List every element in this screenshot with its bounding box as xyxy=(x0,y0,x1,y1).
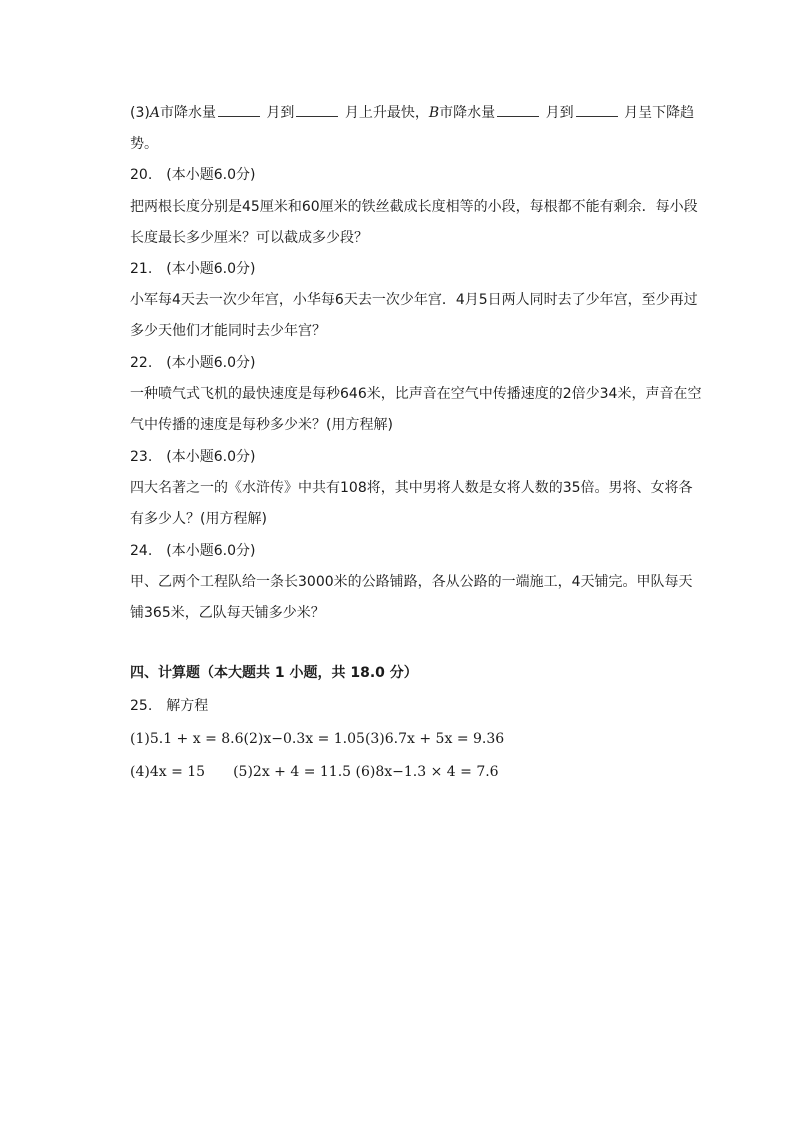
q19-part3-tail: 势。 xyxy=(130,136,158,152)
question-20-header: 20. (本小题6.0分) xyxy=(130,167,256,183)
question-21-header: 21. (本小题6.0分) xyxy=(130,261,256,277)
city-a-label: A xyxy=(149,105,160,121)
equation-row-1: (1)5.1 + x = 8.6(2)x−0.3x = 1.05(3)6.7x + 5x = 9.36 xyxy=(130,731,505,747)
question-24-text-line2: 铺365米，乙队每天铺多少米？ xyxy=(130,605,325,621)
question-21-text-line2: 多少天他们才能同时去少年宫？ xyxy=(130,323,326,339)
question-24-header: 24. (本小题6.0分) xyxy=(130,543,256,559)
text-fragment: 月上升最快， xyxy=(344,105,429,121)
equation-5-6: (5)2x + 4 = 11.5 (6)8x−1.3 × 4 = 7.6 xyxy=(233,764,499,780)
question-22-text-line1: 一种喷气式飞机的最快速度是每秒646米，比声音在空气中传播速度的2倍少34米，声音在空 xyxy=(130,386,702,402)
part-number: (3) xyxy=(130,105,150,121)
question-23-text-line2: 有多少人？(用方程解) xyxy=(130,511,267,527)
question-23-text-line1: 四大名著之一的《水浒传》中共有108将，其中男将人数是女将人数的35倍。男将、女将各 xyxy=(130,480,693,496)
question-25-header: 25. 解方程 xyxy=(130,698,209,714)
question-21-text-line1: 小军每4天去一次少年宫，小华每6天去一次少年宫．4月5日两人同时去了少年宫，至少再过 xyxy=(130,292,698,308)
question-23-header: 23. (本小题6.0分) xyxy=(130,449,256,465)
text-fragment: 月到 xyxy=(266,105,295,121)
answer-blank[interactable] xyxy=(296,102,338,117)
answer-blank[interactable] xyxy=(576,102,618,117)
answer-blank[interactable] xyxy=(218,102,260,117)
section-4-title: 四、计算题（本大题共 1 小题，共 18.0 分） xyxy=(130,665,418,681)
question-22-text-line2: 气中传播的速度是每秒多少米？(用方程解) xyxy=(130,417,393,433)
city-b-label: B xyxy=(428,105,440,121)
text-fragment: 市降水量 xyxy=(439,105,496,121)
question-22-header: 22. (本小题6.0分) xyxy=(130,355,256,371)
answer-blank[interactable] xyxy=(497,102,539,117)
question-20-text-line2: 长度最长多少厘米？可以截成多少段？ xyxy=(130,230,368,246)
text-fragment: 月呈下降趋 xyxy=(624,105,695,121)
text-fragment: 市降水量 xyxy=(159,105,216,121)
text-fragment: 月到 xyxy=(545,105,574,121)
equation-row-2 xyxy=(130,762,499,782)
q19-part3-line xyxy=(130,102,694,123)
question-24-text-line1: 甲、乙两个工程队给一条长3000米的公路铺路，各从公路的一端施工，4天铺完。甲队每天 xyxy=(130,574,693,590)
question-20-text-line1: 把两根长度分别是45厘米和60厘米的铁丝截成长度相等的小段，每根都不能有剩余．每小段 xyxy=(130,199,698,215)
equation-4: (4)4x = 15 xyxy=(130,764,206,780)
